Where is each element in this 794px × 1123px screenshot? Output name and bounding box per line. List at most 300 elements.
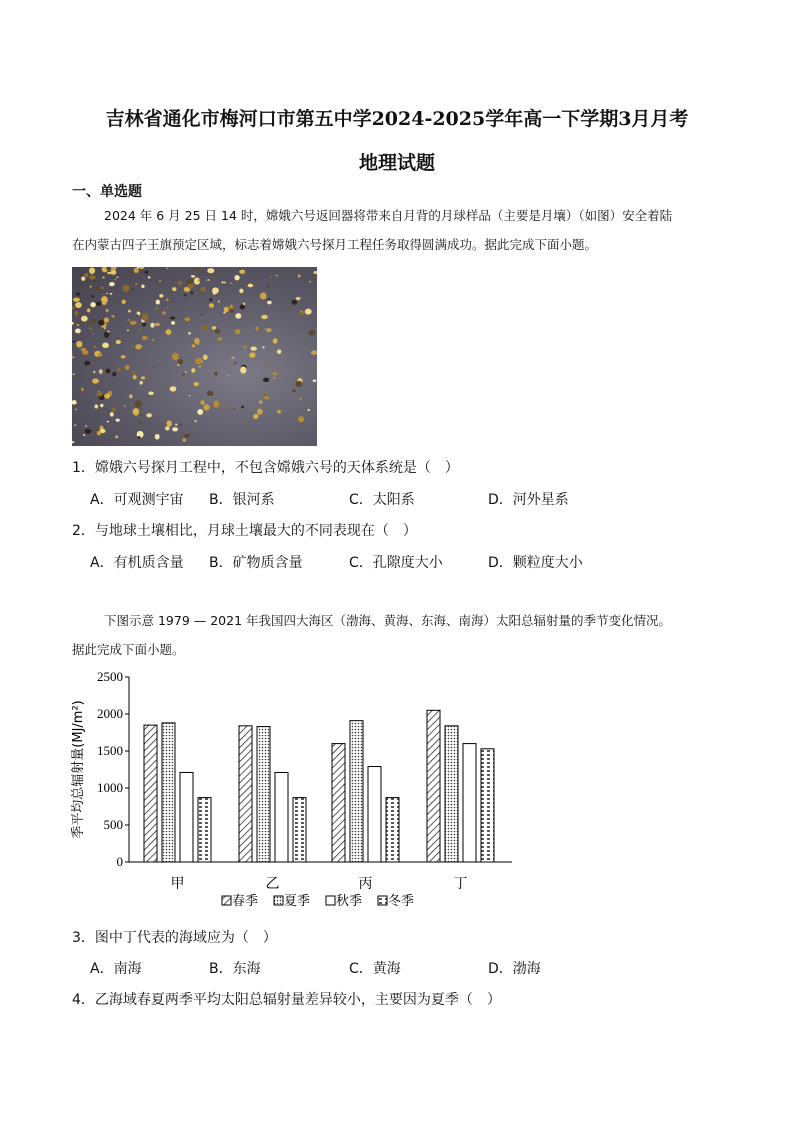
soil-grain — [123, 285, 130, 292]
bar-甲-秋季 — [180, 772, 193, 862]
soil-grain — [91, 295, 94, 297]
soil-grain — [166, 307, 168, 309]
soil-grain — [201, 325, 208, 330]
soil-grain — [152, 339, 154, 341]
soil-grain — [148, 276, 151, 278]
bar-丁-冬季 — [481, 749, 494, 862]
soil-grain — [110, 293, 113, 295]
soil-grain — [140, 381, 143, 385]
soil-grain — [90, 302, 95, 307]
soil-grain — [255, 327, 259, 331]
legend-label: 春季 — [232, 894, 259, 909]
soil-grain — [264, 396, 269, 399]
bar-chart — [60, 665, 530, 920]
passage2-line1: 下图示意 1979 — 2021 年我国四大海区（渤海、黄海、东海、南海）太阳总辐射量的季节变化情况。 — [104, 613, 672, 628]
soil-grain — [184, 433, 186, 434]
passage1-line1: 2024 年 6 月 25 日 14 时，嫦娥六号返回器将带来自月背的月球样品（主要是月壤）（如图）安全着陆 — [104, 208, 673, 223]
soil-grain — [175, 424, 177, 426]
legend-label: 冬季 — [388, 894, 415, 909]
soil-grain — [112, 372, 116, 376]
soil-grain — [275, 274, 278, 276]
q2-option-d: D．颗粒度大小 — [488, 555, 583, 571]
soil-grain — [178, 281, 182, 285]
soil-grain — [100, 287, 104, 290]
soil-grain — [139, 329, 141, 332]
soil-grain — [299, 312, 305, 316]
soil-grain — [73, 341, 76, 343]
soil-grain — [100, 404, 103, 407]
soil-grain — [132, 371, 136, 375]
soil-grain — [135, 344, 142, 349]
soil-grain — [213, 401, 219, 408]
soil-grain — [81, 388, 84, 392]
soil-grain — [249, 352, 255, 357]
soil-grain — [98, 353, 102, 357]
passage2-line2: 据此完成下面小题。 — [72, 642, 185, 657]
soil-grain — [92, 378, 99, 383]
soil-grain — [203, 404, 209, 410]
soil-grain — [184, 434, 191, 438]
soil-grain — [180, 424, 182, 425]
soil-grain — [104, 317, 109, 323]
soil-grain — [103, 294, 105, 296]
soil-grain — [178, 359, 183, 365]
y-tick-label: 1000 — [97, 780, 123, 795]
soil-grain — [252, 314, 253, 315]
soil-grain — [264, 393, 267, 396]
soil-grain — [266, 328, 272, 332]
soil-grain — [230, 309, 234, 314]
soil-grain — [253, 414, 258, 419]
bar-丙-夏季 — [350, 721, 363, 862]
soil-grain — [81, 276, 85, 280]
soil-grain — [72, 441, 74, 443]
lunar-soil-photo — [72, 267, 317, 446]
soil-grain — [170, 316, 175, 319]
y-tick-label: 0 — [116, 854, 123, 869]
soil-grain — [107, 331, 110, 333]
passage1 — [72, 201, 732, 259]
soil-grain — [102, 301, 107, 305]
soil-grain — [229, 305, 233, 310]
soil-grain — [72, 306, 75, 309]
soil-grain — [198, 279, 201, 281]
soil-grain — [127, 319, 129, 321]
soil-grain — [115, 435, 118, 438]
soil-grain — [74, 311, 78, 315]
soil-grain — [155, 323, 160, 326]
soil-grain — [214, 372, 218, 376]
soil-grain — [307, 409, 310, 411]
soil-grain — [129, 394, 133, 398]
soil-grain — [185, 371, 187, 373]
soil-grain — [189, 395, 190, 397]
soil-grain — [76, 341, 82, 348]
x-tick-label: 乙 — [265, 876, 280, 892]
soil-grain — [134, 268, 139, 273]
soil-grain — [267, 301, 272, 305]
soil-grain — [296, 297, 301, 300]
soil-grain — [166, 420, 171, 426]
soil-grain — [295, 381, 302, 387]
soil-grain — [305, 309, 312, 315]
legend-swatch-春季 — [222, 896, 231, 905]
soil-grain — [146, 413, 152, 417]
soil-grain — [159, 294, 163, 297]
soil-grain — [213, 292, 216, 294]
soil-grain — [77, 324, 80, 326]
question-3: 3．图中丁代表的海域应为（ ） — [72, 930, 277, 946]
legend-label: 秋季 — [336, 894, 363, 909]
soil-grain — [313, 271, 317, 274]
soil-grain — [190, 292, 193, 295]
soil-grain — [76, 293, 81, 296]
soil-grain — [273, 338, 278, 343]
soil-grain — [91, 319, 96, 325]
legend-swatch-冬季 — [378, 896, 387, 905]
bar-甲-冬季 — [198, 798, 211, 862]
bar-丙-冬季 — [386, 798, 399, 862]
soil-grain — [217, 337, 222, 340]
legend-swatch-秋季 — [326, 896, 335, 905]
y-tick-label: 2500 — [97, 669, 123, 684]
q1-option-c: C．太阳系 — [349, 492, 415, 508]
soil-grain — [75, 329, 81, 334]
soil-grain — [75, 302, 82, 308]
soil-grain — [200, 314, 203, 316]
question-1: 1．嫦娥六号探月工程中，不包含嫦娥六号的天体系统是（ ） — [72, 460, 459, 476]
soil-grain — [264, 328, 266, 329]
soil-grain — [300, 311, 302, 312]
soil-grain — [224, 307, 229, 312]
soil-grain — [239, 289, 243, 294]
soil-grain — [243, 302, 245, 305]
soil-grain — [72, 356, 75, 358]
soil-grain — [182, 438, 186, 441]
soil-grain — [136, 314, 138, 317]
soil-grain — [166, 268, 168, 269]
soil-grain — [153, 366, 155, 368]
soil-grain — [104, 327, 106, 329]
soil-grain — [96, 287, 101, 291]
soil-grain — [172, 427, 178, 431]
soil-grain — [233, 408, 235, 410]
soil-grain — [84, 361, 90, 366]
soil-grain — [298, 416, 304, 422]
soil-grain — [106, 309, 109, 312]
soil-grain — [96, 301, 101, 306]
soil-grain — [141, 376, 145, 379]
soil-grain — [141, 284, 144, 288]
soil-grain — [162, 311, 166, 314]
soil-grain — [209, 303, 214, 308]
bar-乙-秋季 — [275, 772, 288, 862]
soil-grain — [221, 281, 223, 283]
soil-grain — [298, 274, 301, 277]
radiation-chart — [60, 665, 530, 924]
bar-丁-春季 — [427, 710, 440, 862]
soil-grain — [300, 398, 302, 400]
q3-option-c: C．黄海 — [349, 961, 401, 977]
soil-grain — [110, 412, 114, 417]
soil-grain — [141, 414, 143, 416]
soil-grain — [154, 307, 158, 310]
soil-grain — [82, 287, 85, 290]
soil-grain — [240, 366, 246, 373]
soil-grain — [159, 280, 161, 281]
soil-grain — [127, 329, 129, 331]
soil-grain — [130, 321, 137, 325]
soil-grain — [273, 372, 278, 375]
soil-grain — [75, 409, 77, 411]
soil-grain — [311, 350, 317, 354]
question-4: 4．乙海域春夏两季平均太阳总辐射量差异较小，主要因为夏季（ ） — [72, 992, 501, 1008]
soil-grain — [81, 429, 83, 430]
soil-grain — [209, 298, 212, 301]
soil-grain — [270, 276, 272, 278]
soil-grain — [194, 267, 199, 270]
soil-grain — [277, 410, 281, 414]
soil-grain — [313, 379, 317, 381]
soil-grain — [125, 365, 129, 370]
soil-grain — [102, 343, 109, 349]
soil-grain — [82, 350, 88, 355]
soil-grain — [299, 335, 300, 336]
bar-乙-冬季 — [293, 798, 306, 862]
soil-grain — [97, 431, 101, 436]
soil-grain — [235, 313, 241, 319]
soil-grain — [277, 349, 281, 354]
soil-grain — [224, 404, 227, 406]
soil-grain — [309, 281, 311, 283]
soil-grain — [72, 373, 75, 375]
soil-grain — [195, 358, 202, 364]
soil-grain — [145, 271, 149, 274]
soil-grain — [93, 346, 95, 348]
x-tick-label: 甲 — [170, 876, 185, 892]
soil-grain — [203, 354, 208, 359]
bar-丙-春季 — [332, 744, 345, 862]
q1-option-d: D．河外星系 — [488, 492, 569, 508]
soil-grain — [186, 279, 193, 284]
soil-grain — [235, 362, 237, 363]
soil-grain — [231, 357, 234, 359]
soil-grain — [218, 301, 220, 303]
page-title: 吉林省通化市梅河口市第五中学2024-2025学年高一下学期3月月考 — [105, 108, 689, 130]
soil-grain — [185, 294, 187, 295]
soil-grain — [183, 373, 185, 375]
soil-grain — [235, 329, 241, 334]
soil-grain — [140, 422, 143, 425]
q2-option-b: B．矿物质含量 — [209, 555, 303, 571]
q3-option-d: D．渤海 — [488, 961, 541, 977]
soil-grain — [142, 336, 148, 340]
soil-grain — [133, 408, 140, 416]
soil-grain — [124, 405, 126, 407]
soil-grain — [194, 420, 196, 422]
passage2 — [72, 606, 732, 664]
bar-甲-春季 — [144, 725, 157, 862]
bar-甲-夏季 — [162, 723, 175, 862]
soil-grain — [224, 282, 226, 284]
q1-option-b: B．银河系 — [209, 492, 275, 508]
soil-grain — [142, 322, 146, 326]
soil-grain — [116, 419, 120, 422]
y-axis-label: 季平均总辐射量(MJ/m²) — [71, 700, 86, 839]
soil-grain — [90, 286, 92, 288]
soil-grain — [207, 268, 214, 273]
bar-乙-春季 — [239, 726, 252, 862]
soil-grain — [81, 325, 83, 326]
soil-grain — [81, 316, 88, 322]
soil-grain — [197, 344, 199, 345]
soil-grain — [93, 371, 95, 374]
soil-grain — [116, 276, 118, 278]
soil-grain — [106, 301, 108, 302]
soil-grain — [128, 310, 131, 313]
soil-grain — [106, 293, 108, 295]
soil-grain — [72, 400, 77, 404]
soil-grain — [133, 375, 137, 379]
soil-grain — [84, 273, 89, 278]
soil-grain — [200, 287, 206, 292]
y-tick-label: 500 — [103, 817, 123, 832]
lunar-soil-image — [72, 267, 317, 446]
soil-grain — [93, 280, 95, 281]
soil-grain — [102, 276, 104, 279]
soil-grain — [111, 408, 116, 412]
soil-grain — [139, 267, 144, 269]
soil-grain — [142, 313, 149, 321]
soil-grain — [165, 426, 169, 430]
soil-grain — [107, 421, 110, 423]
soil-grain — [121, 355, 126, 358]
soil-grain — [150, 323, 154, 328]
soil-grain — [109, 282, 115, 286]
soil-grain — [89, 267, 95, 274]
soil-grain — [104, 394, 110, 399]
soil-grain — [122, 300, 126, 304]
soil-grain — [202, 293, 204, 295]
soil-grain — [131, 288, 133, 289]
soil-grain — [268, 298, 270, 300]
soil-grain — [199, 366, 201, 368]
soil-grain — [83, 434, 85, 436]
soil-grain — [89, 275, 96, 280]
legend-swatch-夏季 — [274, 896, 283, 905]
soil-grain — [98, 320, 104, 326]
q2-option-c: C．孔隙度大小 — [349, 555, 443, 571]
soil-grain — [207, 279, 210, 281]
soil-grain — [99, 369, 103, 374]
soil-grain — [259, 400, 262, 404]
soil-grain — [191, 368, 195, 373]
soil-grain — [137, 436, 140, 438]
q3-option-a: A．南海 — [90, 961, 142, 977]
soil-grain — [172, 287, 176, 291]
soil-grain — [110, 270, 116, 275]
q3-option-b: B．东海 — [209, 961, 261, 977]
soil-grain — [156, 300, 160, 305]
page-subtitle: 地理试题 — [358, 152, 435, 174]
soil-grain — [248, 284, 254, 288]
soil-grain — [172, 353, 179, 361]
legend-label: 夏季 — [284, 894, 311, 909]
soil-grain — [250, 347, 256, 351]
x-tick-label: 丁 — [453, 876, 468, 892]
soil-grain — [85, 425, 87, 427]
soil-grain — [184, 317, 190, 321]
soil-grain — [262, 346, 264, 348]
soil-grain — [227, 375, 229, 377]
soil-grain — [267, 285, 271, 288]
soil-grain — [74, 424, 76, 426]
soil-grain — [170, 386, 177, 391]
soil-grain — [161, 281, 162, 282]
question-2: 2．与地球土壤相比，月球土壤最大的不同表现在（ ） — [72, 523, 417, 539]
bar-丙-秋季 — [368, 767, 381, 862]
soil-grain — [191, 275, 195, 278]
soil-grain — [166, 329, 172, 335]
soil-grain — [263, 378, 269, 382]
soil-grain — [116, 340, 121, 344]
soil-grain — [292, 389, 296, 392]
soil-grain — [130, 274, 133, 278]
q2-option-a: A．有机质含量 — [90, 555, 184, 571]
soil-grain — [292, 300, 298, 305]
soil-grain — [243, 346, 246, 349]
soil-grain — [72, 354, 73, 355]
soil-grain — [72, 322, 74, 325]
q1-option-a: A．可观测宇宙 — [90, 492, 184, 508]
soil-grain — [234, 275, 239, 280]
soil-grain — [230, 282, 232, 284]
soil-grain — [111, 315, 114, 317]
soil-grain — [194, 338, 200, 344]
y-tick-label: 2000 — [97, 706, 123, 721]
bar-乙-夏季 — [257, 727, 270, 862]
soil-grain — [309, 330, 315, 336]
soil-grain — [117, 367, 121, 371]
soil-grain — [148, 392, 154, 395]
soil-grain — [261, 315, 268, 319]
soil-grain — [89, 327, 92, 330]
x-tick-label: 丙 — [358, 876, 373, 892]
bar-丁-夏季 — [445, 726, 458, 862]
passage1-line2: 在内蒙古四子王旗预定区域，标志着嫦娥六号探月工程任务取得圆满成功。据此完成下面小题。 — [72, 237, 598, 252]
soil-grain — [155, 434, 160, 440]
soil-grain — [200, 400, 204, 405]
soil-grain — [257, 409, 263, 415]
soil-grain — [260, 292, 267, 299]
soil-grain — [166, 299, 169, 302]
soil-grain — [239, 270, 245, 274]
soil-grain — [274, 377, 276, 378]
soil-grain — [207, 391, 214, 396]
soil-grain — [135, 400, 142, 408]
soil-grain — [266, 363, 269, 365]
soil-grain — [193, 346, 194, 348]
y-tick-label: 1500 — [97, 743, 123, 758]
soil-grain — [197, 409, 203, 415]
soil-grain — [94, 404, 98, 408]
soil-grain — [171, 321, 175, 325]
soil-grain — [92, 333, 93, 334]
soil-grain — [106, 369, 110, 374]
soil-grain — [85, 429, 92, 434]
soil-grain — [188, 332, 190, 335]
soil-grain — [215, 328, 221, 333]
